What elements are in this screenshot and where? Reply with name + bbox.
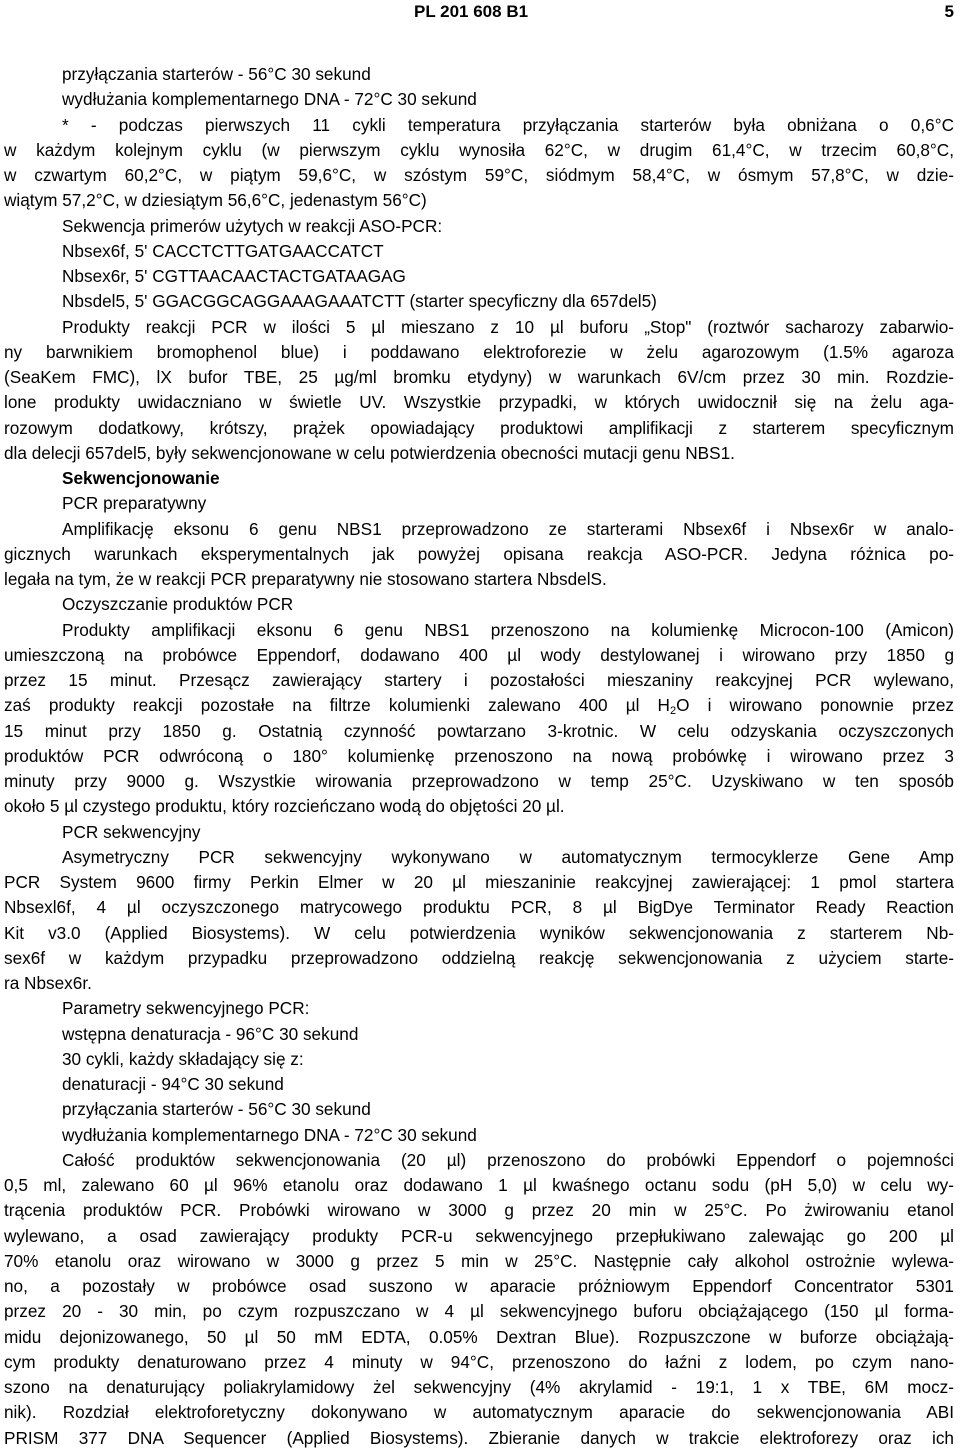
text-line-content: rozowym dodatkowy, krótszy, prążek opowiadający produktowi amplifikacji z starterem specyficznym: [4, 417, 954, 438]
document-body: [4, 62, 954, 1451]
text-line-content: Sekwencja primerów użytych w reakcji ASO-PCR:: [62, 215, 443, 236]
text-line-content: Nbsex6r, 5' CGTTAACAACTACTGATAAGAG: [62, 266, 406, 286]
text-line-content: Całość produktów sekwencjonowania (20 µl) przenoszono do probówki Eppendorf o pojemności: [62, 1149, 954, 1170]
text-line: [4, 289, 954, 314]
text-line-content: legała na tym, że w reakcji PCR preparatywny nie stosowano startera NbsdelS.: [4, 569, 607, 589]
text-line: [4, 1198, 954, 1223]
text-line-content: no, a pozostały w probówce osad suszono w aparacie próżniowym Eppendorf Concentrator 5301: [4, 1276, 954, 1296]
text-line-content: denaturacji - 94°C 30 sekund: [62, 1074, 284, 1094]
text-line-content: Kit v3.0 (Applied Biosystems). W celu potwierdzenia wyników sekwencjonowania z starterem Nb-: [4, 922, 954, 943]
text-line: [4, 1173, 954, 1198]
text-line: [4, 138, 954, 163]
text-line: [4, 239, 954, 264]
text-line: [4, 921, 954, 946]
text-line: [4, 567, 954, 592]
text-line: [4, 618, 954, 643]
text-line: [4, 491, 954, 516]
text-line-content: dla delecji 657del5, były sekwencjonowane w celu potwierdzenia obecności mutacji genu NBS1.: [4, 442, 735, 463]
text-line: [4, 113, 954, 138]
subscript: 2: [669, 705, 677, 718]
text-line-content: wiątym 57,2°C, w dziesiątym 56,6°C, jedenastym 56°C): [4, 190, 427, 211]
text-line: [4, 643, 954, 668]
text-line: [4, 1047, 954, 1072]
text-line: [4, 1224, 954, 1249]
text-line: [4, 895, 954, 920]
text-line: [4, 163, 954, 188]
text-line: [4, 744, 954, 769]
text-line: [4, 1123, 954, 1148]
text-line-content: przez 20 - 30 min, po czym rozpuszczano w 4 µl sekwencyjnego buforu obciążającego (150 µl forma-: [4, 1301, 954, 1322]
text-line: [4, 1325, 954, 1350]
text-line-content: zaś produkty reakcji pozostałe na filtrze kolumienki zalewano 400 µl H: [4, 695, 670, 716]
text-line-content: Produkty reakcji PCR w ilości 5 µl mieszano z 10 µl buforu „Stop" (roztwór sacharozy zabarwio-: [62, 316, 954, 337]
text-line-content: wydłużania komplementarnego DNA - 72°C 30 sekund: [62, 89, 477, 110]
text-line-content: 0,5 ml, zalewano 60 µl 96% etanolu oraz dodawano 1 µl kwaśnego octanu sodu (pH 5,0) w celu wy-: [4, 1175, 954, 1195]
text-line: [4, 1022, 954, 1047]
text-line: [4, 542, 954, 567]
text-line: [4, 416, 954, 441]
text-line: [4, 517, 954, 542]
text-line-content: gicznych warunkach eksperymentalnych jak powyżej opisana reakcja ASO-PCR. Jedyna różnica po-: [4, 543, 954, 564]
text-line: [4, 1400, 954, 1425]
text-line-content: wylewano, a osad zawierający produkty PCR-u sekwencyjnego przepłukiwano zalewając go 200 µl: [4, 1225, 954, 1246]
text-line-content: PCR System 9600 firmy Perkin Elmer w 20 µl mieszaninie reakcyjnej zawierającej: 1 pmol startera: [4, 872, 954, 892]
text-line: [4, 1274, 954, 1299]
text-line: [4, 441, 954, 466]
text-line: [4, 769, 954, 794]
text-line: [4, 693, 954, 718]
text-line: [4, 1249, 954, 1274]
text-line-content: szono na denaturujący poliakrylamidowy żel sekwencyjny (4% akrylamid - 19:1, 1 x TBE, 6M mocz-: [4, 1377, 954, 1397]
text-line-content: 15 minut przy 1850 g. Ostatnią czynność powtarzano 3-krotnic. W celu odzyskania oczyszczonych: [4, 720, 954, 741]
text-line-content: (SeaKem FMC), lX bufor TBE, 25 µg/ml bromku etydyny) w warunkach 6V/cm przez 30 min. Rozdzie-: [4, 367, 954, 387]
text-line: [4, 1426, 954, 1451]
text-line-content: około 5 µl czystego produktu, który rozcieńczano wodą do objętości 20 µl.: [4, 796, 565, 817]
text-line-content: PCR preparatywny: [62, 493, 207, 514]
text-line: [4, 719, 954, 744]
text-line-content: Oczyszczanie produktów PCR: [62, 594, 294, 615]
text-line: [4, 264, 954, 289]
page-number: 5: [944, 2, 954, 21]
text-line-content: minuty przy 9000 g. Wszystkie wirowania przeprowadzono w temp 25°C. Uzyskiwano w ten sposób: [4, 771, 954, 791]
text-line-content: przyłączania starterów - 56°C 30 sekund: [62, 1099, 371, 1120]
text-line-content: Nbsdel5, 5' GGACGGCAGGAAAGAAATCTT (starter specyficzny dla 657del5): [62, 291, 657, 312]
text-line: [4, 1299, 954, 1324]
text-line: [4, 87, 954, 112]
text-line-content: Produkty amplifikacji eksonu 6 genu NBS1 przenoszono na kolumienkę Microcon-100 (Amicon): [62, 619, 954, 640]
text-line-content: przyłączania starterów - 56°C 30 sekund: [62, 64, 371, 84]
text-line: [4, 390, 954, 415]
text-line-content: Sekwencjonowanie: [62, 468, 220, 488]
text-line: [4, 946, 954, 971]
text-line: [4, 1072, 954, 1097]
text-line-content: Nbsex6f, 5' CACCTCTTGATGAACCATCT: [62, 240, 384, 261]
text-line-content: Asymetryczny PCR sekwencyjny wykonywano w automatycznym termocyklerze Gene Amp: [62, 846, 954, 867]
text-line-content: Parametry sekwencyjnego PCR:: [62, 998, 310, 1019]
section-heading: [4, 466, 954, 491]
text-line-content: Amplifikację eksonu 6 genu NBS1 przeprowadzono ze starterami Nbsex6f i Nbsex6r w analo-: [62, 518, 954, 539]
text-line: [4, 214, 954, 239]
page-header: [0, 2, 954, 26]
text-line: [4, 820, 954, 845]
text-line: [4, 592, 954, 617]
text-line: [4, 996, 954, 1021]
text-line-content: w czwartym 60,2°C, w piątym 59,6°C, w szóstym 59°C, siódmym 58,4°C, w ósmym 57,8°C, w dzie-: [4, 165, 954, 185]
text-line-content: w każdym kolejnym cyklu (w pierwszym cyklu wynosiła 62°C, w drugim 61,4°C, w trzecim 60,8°C,: [4, 139, 954, 160]
text-line-content: produktów PCR odwróconą o 180° kolumienkę przenoszono na nową probówkę i wirowano przez 3: [4, 745, 954, 766]
text-line-content: wstępna denaturacja - 96°C 30 sekund: [62, 1023, 359, 1044]
text-line: [4, 794, 954, 819]
text-line: [4, 668, 954, 693]
text-line-content: wydłużania komplementarnego DNA - 72°C 30 sekund: [62, 1124, 477, 1145]
text-line-content: ny barwnikiem bromophenol blue) i poddawano elektroforezie w żelu agarozowym (1.5% agaroza: [4, 341, 954, 362]
text-line: [4, 870, 954, 895]
text-line-content: trącenia produktów PCR. Probówki wirowano w 3000 g przez 20 min w 25°C. Po żwirowaniu etanol: [4, 1200, 954, 1221]
text-line: [4, 845, 954, 870]
text-line: [4, 188, 954, 213]
text-line-content: sex6f w każdym przypadku przeprowadzono oddzielną reakcję sekwencjonowania z użyciem starte-: [4, 947, 954, 968]
text-line: [4, 1375, 954, 1400]
text-line-content: 70% etanolu oraz wirowano w 3000 g przez 5 min w 25°C. Następnie cały alkohol ostrożnie wylewa-: [4, 1250, 954, 1271]
text-line-content: ra Nbsex6r.: [4, 973, 92, 993]
text-line-content: midu dejonizowanego, 50 µl 50 mM EDTA, 0.05% Dextran Blue). Rozpuszczone w buforze obciążają-: [4, 1326, 954, 1347]
text-line: [4, 971, 954, 996]
text-line-content: * - podczas pierwszych 11 cykli temperatura przyłączania starterów była obniżana o 0,6°C: [62, 114, 954, 135]
text-line: [4, 365, 954, 390]
text-line: [4, 1097, 954, 1122]
text-line-content: cym produkty denaturowano przez 4 minuty w 94°C, przenoszono do łaźni z lodem, po czym nano-: [4, 1351, 954, 1372]
text-line: [4, 315, 954, 340]
text-line: [4, 1148, 954, 1173]
text-line: [4, 1350, 954, 1375]
text-line-content: nik). Rozdział elektroforetyczny dokonywano w automatycznym aparacie do sekwencjonowania ABI: [4, 1402, 954, 1423]
text-line-content: lone produkty uwidaczniano w świetle UV. Wszystkie przypadki, w których uwidocznił się na żelu aga-: [4, 392, 954, 413]
text-line-content: O i wirowano ponownie przez: [676, 695, 954, 716]
text-line-content: przez 15 minut. Przesącz zawierający startery i pozostałości mieszaniny reakcyjnej PCR wylewano,: [4, 670, 954, 690]
text-line-content: 30 cykli, każdy składający się z:: [62, 1048, 304, 1069]
text-line-content: Nbsexl6f, 4 µl oczyszczonego matrycowego produktu PCR, 8 µl BigDye Terminator Ready Reaction: [4, 897, 954, 918]
text-line: [4, 340, 954, 365]
text-line-content: PCR sekwencyjny: [62, 821, 201, 842]
text-line-content: PRISM 377 DNA Sequencer (Applied Biosystems). Zbieranie danych w trakcie elektroforezy oraz ich: [4, 1427, 954, 1448]
text-line: [4, 62, 954, 87]
text-line-content: umieszczoną na probówce Eppendorf, dodawano 400 µl wody destylowanej i wirowano przy 1850 g: [4, 644, 954, 665]
document-id: PL 201 608 B1: [414, 2, 529, 21]
